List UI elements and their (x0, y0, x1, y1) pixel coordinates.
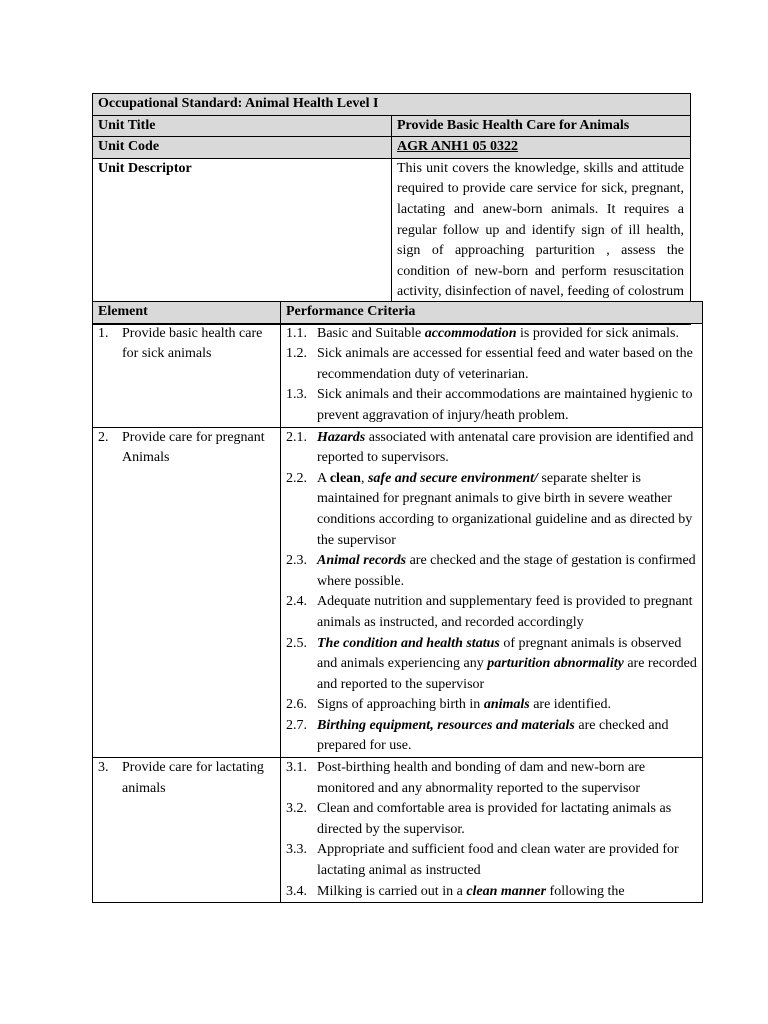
table-row (93, 758, 703, 903)
criterion-number: 2.4. (286, 594, 307, 610)
criterion-item (286, 551, 697, 592)
emphasized-term: accommodation (424, 325, 517, 341)
element-cell (93, 758, 281, 903)
table-row (93, 323, 703, 427)
criterion-text (317, 799, 697, 840)
emphasized-term: parturition abnormality (487, 656, 624, 672)
element-text: Provide care for pregnant Animals (122, 429, 265, 466)
criterion-text (317, 385, 697, 426)
unit-title-value: Provide Basic Health Care for Animals (392, 115, 691, 137)
criterion-number: 3.3. (286, 842, 307, 858)
criterion-text (317, 716, 697, 757)
criterion-item (286, 716, 697, 757)
unit-info-table (92, 93, 691, 325)
criterion-text-run: Sick animals and their accommodations are maintained hygienic to prevent aggravation of injury/heath problem. (317, 387, 693, 423)
unit-descriptor-value: This unit covers the knowledge, skills and attitude required to provide care service for sick, pregnant, lactating and anew-born animals. It requires a regular follow up and identify sign of ill health, sign of approaching parturition , assess the condition of new-born and perform resuscitation activity, disinfection of navel, feeding of colostrum (392, 158, 691, 324)
criterion-number: 2.5. (286, 635, 307, 651)
performance-criteria-table (92, 301, 703, 903)
criterion-text-run: are checked and the stage of gestation is confirmed where possible. (317, 553, 696, 589)
criterion-text (317, 344, 697, 385)
criterion-item (286, 634, 697, 696)
criteria-cell (281, 323, 703, 427)
criterion-text-run: Milking is carried out in a (317, 883, 467, 899)
criterion-number: 1.3. (286, 387, 307, 403)
criterion-item (286, 469, 697, 551)
criterion-number: 3.1. (286, 760, 307, 776)
criterion-number: 2.7. (286, 717, 307, 733)
criterion-text-run: are checked and prepared for use. (317, 717, 669, 754)
criterion-text (317, 758, 697, 799)
criterion-text (317, 551, 697, 592)
criteria-column-header: Performance Criteria (281, 302, 703, 324)
emphasized-term: safe and secure environment/ (367, 470, 538, 486)
emphasized-term: clean (329, 470, 361, 486)
criterion-text (317, 882, 625, 903)
criterion-text-run: Post-birthing health and bonding of dam and new-born are monitored and any abnormality reported to the supervisor (317, 760, 646, 796)
criterion-text-run: are recorded and reported to the supervisor (317, 656, 697, 692)
criterion-text-run: is provided for sick animals. (516, 325, 680, 341)
criterion-text-run: associated with antenatal care provision are identified and reported to supervisors. (317, 429, 694, 466)
criterion-item (286, 344, 697, 385)
criterion-item (286, 385, 697, 426)
criterion-text (317, 634, 697, 696)
criterion-item (286, 799, 697, 840)
criterion-text-run: , (360, 470, 368, 486)
criterion-number: 2.2. (286, 470, 307, 486)
criterion-number: 3.4. (286, 883, 307, 899)
criterion-text-run: of pregnant animals is observed and animals experiencing any (317, 635, 682, 672)
criterion-text-run: Sick animals are accessed for essential feed and water based on the recommendation duty of veterinarian. (317, 346, 693, 382)
criterion-text (317, 592, 697, 633)
occupational-standard-title: Occupational Standard: Animal Health Level I (93, 94, 691, 116)
criterion-text (317, 469, 697, 551)
element-cell (93, 427, 281, 758)
criterion-item (286, 695, 697, 716)
criteria-cell (281, 427, 703, 758)
emphasized-term: clean manner (466, 883, 547, 899)
emphasized-term: Birthing equipment, resources and materials (317, 717, 575, 733)
criterion-text-run: Appropriate and sufficient food and clean water are provided for lactating animal as instructed (317, 842, 679, 879)
element-cell (93, 323, 281, 427)
emphasized-term: Hazards (317, 429, 366, 445)
unit-descriptor-label: Unit Descriptor (93, 158, 392, 324)
criterion-item (286, 324, 697, 345)
criterion-number: 2.6. (286, 697, 307, 713)
criterion-item (286, 592, 697, 633)
element-column-header: Element (93, 302, 281, 324)
unit-code-value: AGR ANH1 05 0322 (392, 137, 691, 159)
criterion-text-run: separate shelter is maintained for pregnant animals to give birth in severe weather conditions according to organizational guideline and as directed by the supervisor (317, 470, 693, 548)
criterion-text-run: are identified. (529, 697, 611, 713)
element-text: Provide care for lactating animals (122, 760, 264, 796)
criterion-text (317, 428, 697, 469)
criterion-text (317, 840, 697, 881)
criterion-number: 1.2. (286, 346, 307, 362)
criterion-text (317, 695, 611, 716)
criterion-item (286, 840, 697, 881)
emphasized-term: The condition and health status (317, 635, 500, 651)
unit-title-label: Unit Title (93, 115, 392, 137)
criterion-number: 1.1. (286, 325, 307, 341)
element-number: 3. (98, 760, 109, 776)
criterion-text-run: Basic and Suitable (317, 325, 425, 341)
criterion-number: 3.2. (286, 801, 307, 817)
criterion-item (286, 428, 697, 469)
criterion-number: 2.1. (286, 429, 307, 445)
criteria-cell (281, 758, 703, 903)
unit-code-label: Unit Code (93, 137, 392, 159)
element-text: Provide basic health care for sick animals (122, 325, 263, 362)
criterion-item (286, 882, 697, 903)
emphasized-term: animals (483, 697, 530, 713)
element-number: 2. (98, 429, 109, 445)
table-row (93, 427, 703, 758)
criterion-text-run: Signs of approaching birth in (317, 697, 484, 713)
criterion-number: 2.3. (286, 553, 307, 569)
criterion-text-run: A (317, 470, 330, 486)
criterion-item (286, 758, 697, 799)
criterion-text-run: Adequate nutrition and supplementary feed is provided to pregnant animals as instructed, and recorded accordingly (317, 594, 693, 630)
emphasized-term: Animal records (317, 553, 407, 569)
criterion-text-run: following the (546, 883, 625, 899)
criterion-text (317, 324, 679, 345)
criterion-text-run: Clean and comfortable area is provided for lactating animals as directed by the supervisor. (317, 801, 672, 837)
element-number: 1. (98, 325, 109, 341)
